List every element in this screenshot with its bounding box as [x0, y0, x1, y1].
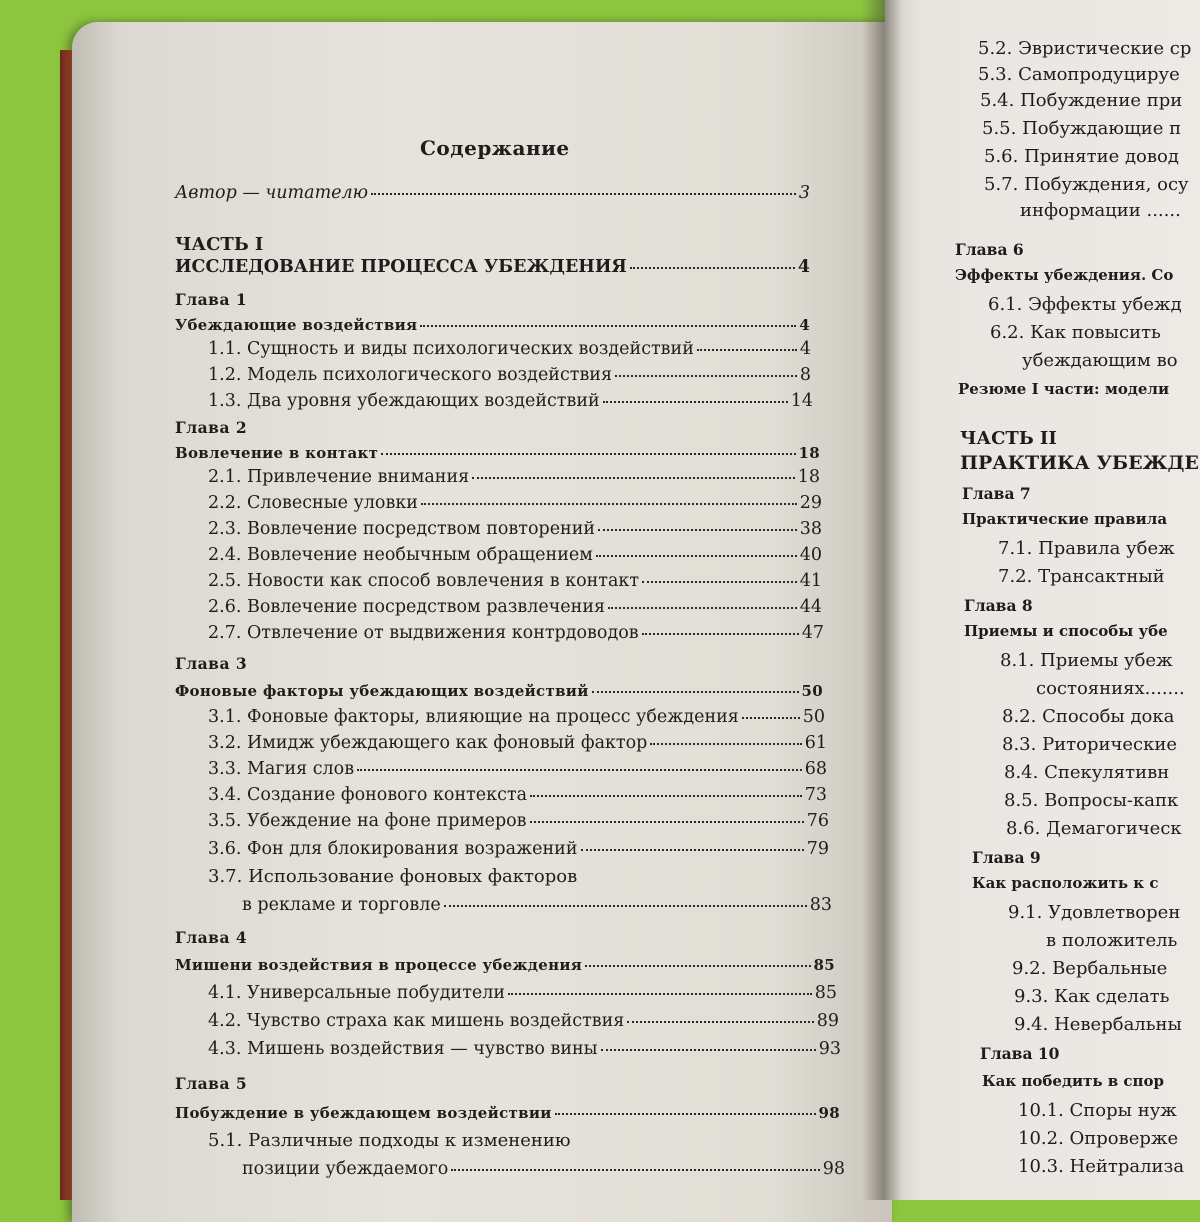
- chapter-title: Практические правила: [962, 510, 1168, 528]
- toc-line: 8.1. Приемы убеж: [1000, 650, 1173, 671]
- toc-line-wrap: 5.1. Различные подходы к изменению: [208, 1130, 571, 1151]
- chapter-heading: Глава 3: [175, 654, 248, 673]
- chapter-heading: Глава 6: [955, 240, 1024, 259]
- toc-line: 8.3. Риторические: [1002, 734, 1178, 755]
- part-heading: ЧАСТЬ I: [175, 234, 264, 255]
- toc-line: Автор — читателю 3: [175, 183, 810, 203]
- toc-line: состояниях.......: [1036, 678, 1185, 699]
- chapter-title: Фоновые факторы убеждающих воздействий 50: [175, 682, 823, 700]
- toc-line: 2.5. Новости как способ вовлечения в контакт 41: [208, 571, 822, 591]
- toc-line: информации ......: [1020, 200, 1181, 221]
- toc-line: в рекламе и торговле 83: [242, 895, 832, 915]
- toc-line: 6.1. Эффекты убежд: [988, 294, 1182, 315]
- toc-line: 10.2. Опроверже: [1018, 1128, 1179, 1149]
- chapter-title: Приемы и способы убе: [964, 622, 1168, 640]
- toc-line: 8.6. Демагогическ: [1006, 818, 1182, 839]
- toc-line: 9.2. Вербальные: [1012, 958, 1168, 979]
- toc-line: 10.3. Нейтрализа: [1018, 1156, 1185, 1177]
- toc-line: 3.4. Создание фонового контекста 73: [208, 785, 827, 805]
- toc-line: 7.2. Трансактный: [998, 566, 1165, 587]
- chapter-title: Как расположить к с: [972, 874, 1159, 892]
- toc-line: 3.2. Имидж убеждающего как фоновый фактор 61: [208, 733, 827, 753]
- toc-line: 5.2. Эвристические ср: [978, 38, 1192, 59]
- toc-line: 8.2. Способы дока: [1002, 706, 1175, 727]
- toc-line: 8.5. Вопросы-капк: [1004, 790, 1179, 811]
- chapter-title: Резюме I части: модели: [958, 380, 1170, 398]
- toc-line: 9.4. Невербальны: [1014, 1014, 1182, 1035]
- chapter-heading: Глава 5: [175, 1074, 248, 1093]
- toc-line: 4.3. Мишень воздействия — чувство вины 93: [208, 1039, 841, 1059]
- chapter-title: Как победить в спор: [982, 1072, 1165, 1090]
- toc-line: 3.3. Магия слов 68: [208, 759, 827, 779]
- chapter-title: Вовлечение в контакт 18: [175, 444, 820, 462]
- toc-line: 7.1. Правила убеж: [998, 538, 1175, 559]
- chapter-heading: Глава 4: [175, 928, 248, 947]
- toc-line: 1.2. Модель психологического воздействия 8: [208, 365, 811, 385]
- toc-line: 4.2. Чувство страха как мишень воздействия 89: [208, 1011, 839, 1031]
- toc-line: 5.6. Принятие довод: [984, 146, 1179, 167]
- chapter-heading: Глава 8: [964, 596, 1033, 615]
- toc-line: 10.1. Споры нуж: [1018, 1100, 1177, 1121]
- chapter-title: Убеждающие воздействия 4: [175, 316, 810, 334]
- toc-line: 3.1. Фоновые факторы, влияющие на процесс убеждения 50: [208, 707, 825, 727]
- chapter-heading: Глава 10: [980, 1044, 1060, 1063]
- toc-line: 3.6. Фон для блокирования возражений 79: [208, 839, 829, 859]
- chapter-heading: Глава 7: [962, 484, 1031, 503]
- chapter-title: Побуждение в убеждающем воздействии 98: [175, 1104, 840, 1122]
- toc-line: 6.2. Как повысить: [990, 322, 1161, 343]
- toc-line: убеждающим во: [1022, 350, 1178, 371]
- toc-title: Содержание: [420, 136, 570, 160]
- chapter-heading: Глава 2: [175, 418, 248, 437]
- chapter-heading: Глава 9: [972, 848, 1041, 867]
- toc-line-wrap: 3.7. Использование фоновых факторов: [208, 866, 578, 887]
- toc-line: 5.3. Самопродуцируе: [978, 64, 1180, 85]
- part-heading: ЧАСТЬ II: [960, 428, 1057, 449]
- toc-line: в положитель: [1046, 930, 1178, 951]
- toc-line: 2.6. Вовлечение посредством развлечения 44: [208, 597, 822, 617]
- toc-line: 3.5. Убеждение на фоне примеров 76: [208, 811, 829, 831]
- toc-line: 5.4. Побуждение при: [980, 90, 1183, 111]
- toc-line: 2.3. Вовлечение посредством повторений 38: [208, 519, 822, 539]
- toc-line: 5.7. Побуждения, осу: [984, 174, 1189, 195]
- toc-line: 1.3. Два уровня убеждающих воздействий 14: [208, 391, 813, 411]
- toc-line: позиции убеждаемого 98: [242, 1159, 845, 1179]
- toc-line: 5.5. Побуждающие п: [982, 118, 1182, 139]
- toc-line: 8.4. Спекулятивн: [1004, 762, 1170, 783]
- toc-line: 2.2. Словесные уловки 29: [208, 493, 822, 513]
- chapter-title: Эффекты убеждения. Со: [955, 266, 1174, 284]
- toc-line: 9.1. Удовлетворен: [1008, 902, 1181, 923]
- toc-line: 9.3. Как сделать: [1014, 986, 1170, 1007]
- toc-line: 2.1. Привлечение внимания 18: [208, 467, 820, 487]
- toc-line: 2.4. Вовлечение необычным обращением 40: [208, 545, 822, 565]
- part-title: ИССЛЕДОВАНИЕ ПРОЦЕССА УБЕЖДЕНИЯ 4: [175, 257, 810, 277]
- chapter-heading: Глава 1: [175, 290, 248, 309]
- toc-line: 4.1. Универсальные побудители 85: [208, 983, 837, 1003]
- part-title: ПРАКТИКА УБЕЖДЕ: [960, 452, 1199, 474]
- toc-line: 1.1. Сущность и виды психологических воздействий 4: [208, 339, 811, 359]
- chapter-title: Мишени воздействия в процессе убеждения 85: [175, 956, 835, 974]
- toc-line: 2.7. Отвлечение от выдвижения контрдоводов 47: [208, 623, 824, 643]
